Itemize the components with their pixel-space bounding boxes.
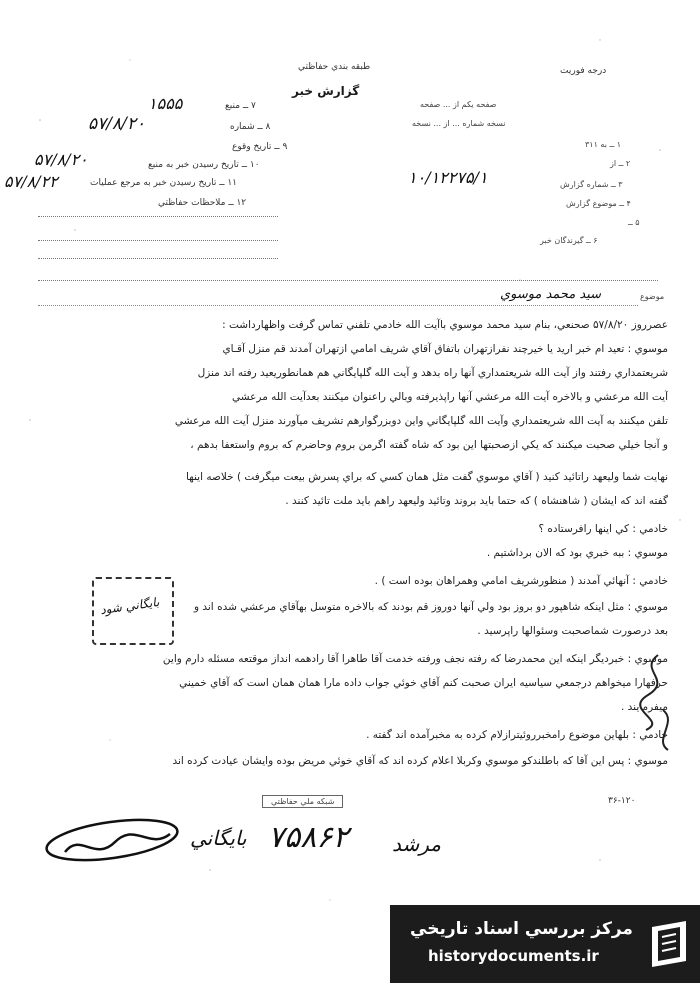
subject-value: سيد محمد موسوي [500, 287, 602, 302]
right-field-2: نسخه شماره ... از ... نسخه [412, 119, 506, 128]
field-number-value: ۵۷/۸/۲۰ [88, 114, 146, 134]
doc-code: ۳۶-۱۲۰ [608, 796, 636, 806]
field-notes-label: ۱۲ ــ ملاحظات حفاظتي [158, 198, 247, 208]
book-logo-icon [644, 917, 694, 971]
form-rule [38, 258, 278, 260]
right-field-3: ۱ ــ به ۳۱۱ [585, 140, 622, 149]
body-line: موسوي : خبرديگر اينكه اين محمدرضا كه رفته نجف ورفته خدمت آقا طاهرا آقا رادهمه انداز موقتعه مسئله دارم واين [162, 653, 668, 665]
body-line: موسوي : تعيد ام خبر ارید يا خيرچند نفرازتهران باتفاق آقاي شريف امامي ازتهران آمدند قم منزل آقـاي [222, 343, 668, 355]
org-stamp: شبكه ملي حفاظتي [262, 795, 343, 808]
body-line: خادمي : كي اينها رافرستاده ؟ [538, 523, 668, 535]
right-field-7: ۵ ــ [628, 218, 640, 227]
body-line: موسوي : ببه خبري بود كه الان برداشتيم . [486, 547, 668, 559]
margin-scribble [628, 650, 688, 760]
right-field-6: ۴ ــ موضوع گزارش [566, 199, 631, 208]
signature-scribble [40, 812, 190, 872]
body-line: موسوي : پس اين آقا كه باطلندكو موسوي وكربلا اعلام كرده اند كه آقاي خوئي مريض بوده وايشان عيادت كرده اند [172, 755, 668, 767]
field-source-label: ۷ ــ منبع [225, 101, 256, 111]
body-line: و آنجا خيلي صحبت ميكنند كه يكي ازصحبتها اين بود كه شاه گفته اگرمن بروم وحاضرم كه بروم واستعفا بدهم ، [190, 439, 668, 451]
body-line: عصرروز ۵۷/۸/۲۰ صحنعي، بنام سيد محمد موسوي باآيت الله خادمي تلفني تماس گرفت واظهارداشت : [222, 319, 668, 331]
filing-stamp [92, 577, 174, 645]
subject-label: موضوع [640, 292, 665, 301]
body-line: خادمي : بلهاين موضوع رامخبرروئيترازلام كرده به مخبرآمده اند گفته . [366, 729, 668, 741]
body-line: موسوي : مثل اينكه شاهپور دو بروز بود ولي آنها دوروز قم بودند كه بالاخره متوسل بهآقاي مرعشي شده اند و [193, 601, 668, 613]
filing-stamp-text: بايگاني شود [99, 594, 161, 618]
right-field-1: صفحه يكم از ... صفحه [420, 100, 497, 109]
right-field-5: ۳ ــ شماره گزارش [560, 180, 623, 189]
watermark-url: historydocuments.ir [428, 947, 599, 965]
report-title: گزارش خبر [292, 84, 360, 98]
body-line: تلفن ميكنند به آيت الله شريعتمداري وآيت الله گلپايگاني واين دوبزرگوارهم تشريف ميآورند منزل آيت الله مرعشي [174, 415, 668, 427]
body-line: خادمي : آنهائي آمدند ( منظورشريف امامي وهمراهان بوده است ) . [374, 575, 668, 587]
field-ops-value: ۵۷/۸/۲۲ [4, 172, 58, 191]
body-line: آيت الله مرعشي و بالاخره آيت الله مرعشي آنها راپذيرفته وبالي راعنوان ميكنند بعدآيت الله مرعشي [232, 391, 668, 403]
form-rule [38, 240, 278, 242]
watermark-band [390, 905, 700, 983]
field-source-value: ۱۵۵۵ [148, 94, 183, 113]
signature-name: بايگاني [190, 826, 247, 850]
body-line: بعد درصورت شماصحبت وسئوالها راپرسيد . [477, 625, 668, 637]
field-number-label: ۸ ــ شماره [230, 122, 271, 132]
report-number-value: ۱۰/۱۲۲۷۵/۱ [408, 168, 488, 187]
field-received-label: ۱۰ ــ تاريخ رسيدن خبر به منبع [148, 160, 260, 170]
signature-word: مرشد [392, 832, 442, 856]
form-rule [38, 280, 658, 282]
urgency-label: درجه فوريت [560, 66, 607, 76]
body-line: نهايت شما وليعهد راتائيد كنيد ( آقاي موسوي گفت مثل همان كسي كه براي پسرش بيعت ميگرفت ) خلاصه اينها [185, 471, 668, 483]
body-line: حرفهارا ميخواهم درجمعي سياسيه ايران صحبت كنم آقاي خوئي جواب داده مارا همان همان است كه آقاي خميني [179, 677, 668, 689]
watermark-org-name: مركز بررسي اسناد تاريخي [410, 919, 633, 939]
body-line: شريعتمداري رفتند واز آيت الله شريعتمداري آنها راه بدهد و آيت الله گلپايگاني هم همانطوريعيد رفته اند منزل [197, 367, 668, 379]
field-ops-label: ۱۱ ــ تاريخ رسيدن خبر به مرجع عمليات [90, 178, 238, 188]
right-field-8: ۶ ــ گيرندگان خبر [540, 236, 598, 245]
signature-number: ۷۵۸۶۲ [268, 820, 349, 855]
body-line: گفته اند كه ايشان ( شاهنشاه ) كه حتما بايد بروند وتائيد وليعهد راهم بايد ملت تائيد كنند . [285, 495, 668, 507]
subject-rule [38, 305, 638, 307]
right-field-4: ۲ ــ از [610, 159, 631, 168]
field-date-label: ۹ ــ تاريخ وقوع [232, 142, 288, 152]
body-line: ميفرمايند . [621, 701, 668, 713]
classification-label: طبقه بندي حفاظتي [298, 62, 371, 72]
field-received-value: ۵۷/۸/۲۰ [34, 150, 88, 169]
form-rule [38, 216, 278, 218]
